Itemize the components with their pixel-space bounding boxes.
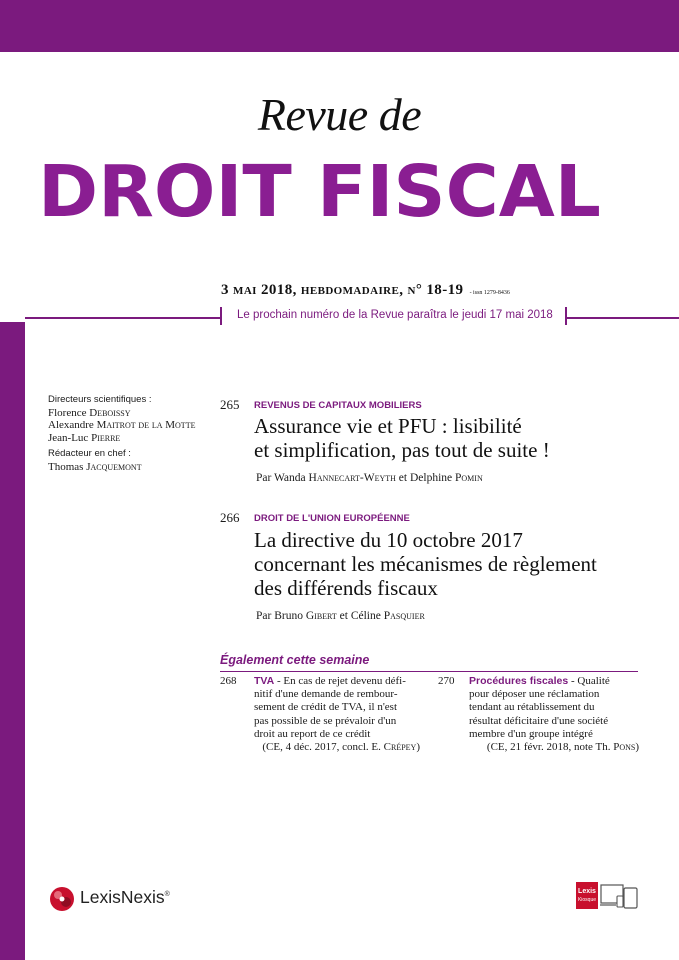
article-title[interactable]: Assurance vie et PFU : lisibilité et simplification, pas tout de suite !	[254, 414, 550, 462]
masthead-title: DROIT FISCAL	[38, 150, 601, 233]
header-rule-right	[567, 317, 679, 319]
masthead-subtitle: Revue de	[257, 89, 422, 140]
article-number[interactable]: 265	[220, 397, 240, 412]
brief-item[interactable]: TVA - En cas de rejet devenu défi- nitif d'une demande de rembour- sement de crédit de TVA, il n'est pas possible de se prévaloir d'un droit au report de ce crédit (CE, 4 déc. 2017, concl. E. Crépey)	[254, 675, 420, 754]
issue-line	[221, 282, 510, 299]
header-rule-tick-left	[220, 307, 222, 325]
issue-date: 3 mai 2018, hebdomadaire, n° 18-19	[221, 282, 464, 298]
brief-number[interactable]: 268	[220, 675, 237, 687]
devices-icon	[600, 884, 640, 910]
article-number[interactable]: 266	[220, 510, 240, 525]
editor-name: Alexandre Maitrot de la Motte	[48, 419, 196, 431]
editor-name: Florence Deboissy	[48, 406, 131, 419]
article-authors: Par Wanda Hannecart-Weyth et Delphine Pomin	[256, 472, 483, 484]
editorial-board	[48, 394, 218, 473]
article-title[interactable]: La directive du 10 octobre 2017 concernant les mécanismes de règlement des différends fiscaux	[254, 528, 597, 600]
also-this-week-rule	[220, 671, 638, 672]
brief-reference: (CE, 21 févr. 2018, note Th. Pons)	[486, 741, 639, 754]
brief-keyword: TVA	[254, 675, 275, 687]
issn: - issn 1279-8436	[469, 290, 510, 296]
editor-in-chief-name: Thomas Jacquemont	[48, 460, 142, 473]
article-category: REVENUS DE CAPITAUX MOBILIERS	[254, 400, 422, 411]
brief-item[interactable]: Procédures fiscales - Qualité pour déposer une réclamation tendant au rétablissement du résultat déficitaire d'une société membre d'un groupe intégré (CE, 21 févr. 2018, note Th. Pons)	[469, 675, 639, 754]
top-color-band	[0, 0, 679, 52]
left-color-band	[0, 322, 25, 960]
lexis-kiosque-badge: Lexis Kiosque	[576, 882, 598, 909]
next-issue-notice: Le prochain numéro de la Revue paraîtra le jeudi 17 mai 2018	[237, 309, 553, 321]
brief-number[interactable]: 270	[438, 675, 455, 687]
editor-in-chief-label: Rédacteur en chef :	[48, 448, 131, 459]
scientific-directors-label: Directeurs scientifiques :	[48, 394, 152, 405]
brief-reference: (CE, 4 déc. 2017, concl. E. Crépey)	[262, 741, 420, 754]
header-rule-left	[25, 317, 220, 319]
also-this-week-heading: Également cette semaine	[220, 653, 370, 667]
publisher-name: LexisNexis®	[80, 887, 170, 907]
header-rule-tick-right	[565, 307, 567, 325]
article-category: DROIT DE L'UNION EUROPÉENNE	[254, 513, 410, 524]
brief-keyword: Procédures fiscales	[469, 675, 569, 687]
article-authors: Par Bruno Gibert et Céline Pasquier	[256, 610, 425, 622]
editor-name: Jean-Luc Pierre	[48, 431, 121, 444]
